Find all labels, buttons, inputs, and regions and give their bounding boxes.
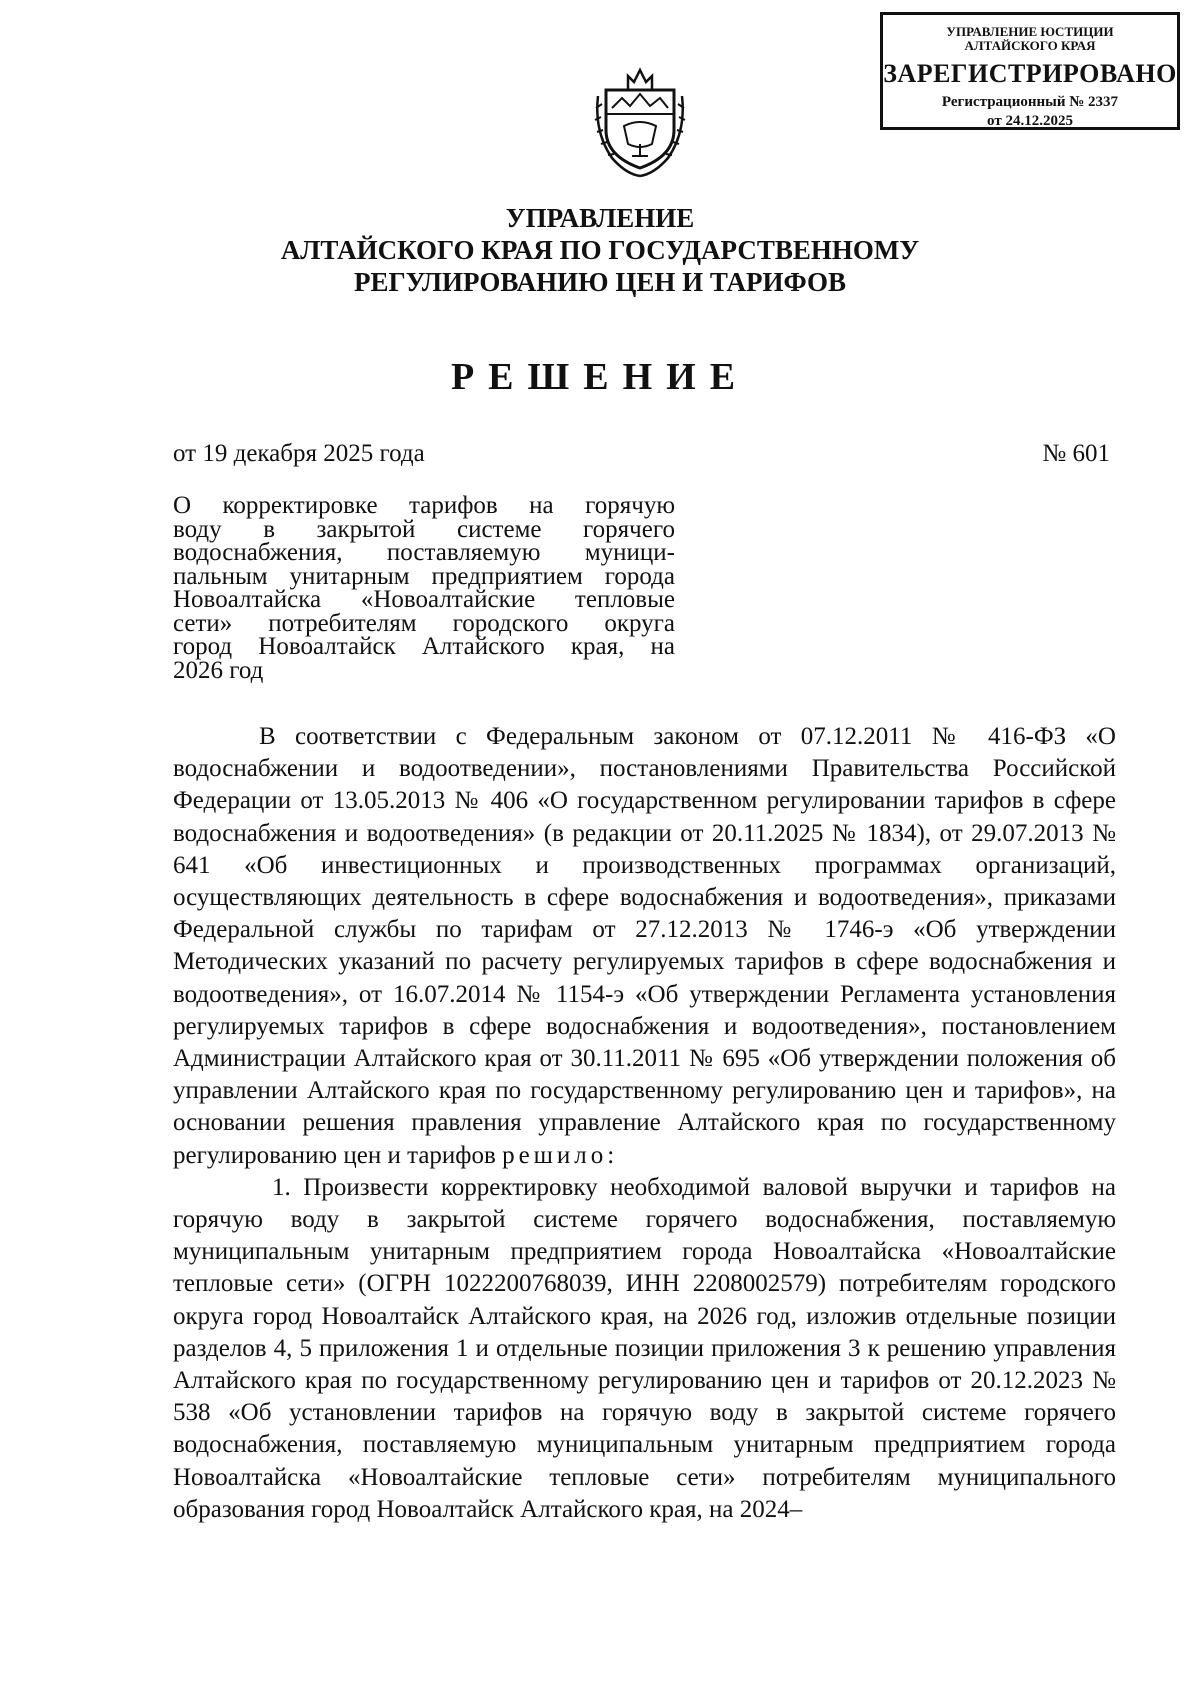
subject-line: город Новоалтайск Алтайского края, на bbox=[173, 633, 675, 660]
stamp-status: ЗАРЕГИСТРИРОВАНО bbox=[883, 59, 1177, 88]
coat-of-arms-icon bbox=[588, 52, 692, 180]
stamp-region: АЛТАЙСКОГО КРАЯ bbox=[964, 38, 1096, 53]
decided-word: решило: bbox=[502, 1141, 619, 1169]
subject-line: О корректировке тарифов на горячую bbox=[173, 492, 675, 519]
document-number: № 601 bbox=[1042, 440, 1110, 467]
document-body bbox=[173, 721, 1116, 1526]
preamble-paragraph bbox=[173, 721, 1116, 1172]
document-date: от 19 декабря 2025 года bbox=[173, 440, 425, 467]
stamp-reg-date: от 24.12.2025 bbox=[987, 113, 1073, 129]
stamp-reg-number: Регистрационный № 2337 bbox=[941, 94, 1119, 110]
subject-line: пальным унитарным предприятием города bbox=[173, 562, 675, 590]
agency-line-1: УПРАВЛЕНИЕ bbox=[505, 203, 695, 233]
document-subject bbox=[173, 494, 675, 682]
subject-line: водоснабжения, поставляемую муници- bbox=[173, 539, 675, 566]
subject-line: 2026 год bbox=[173, 656, 264, 684]
agency-line-3: РЕГУЛИРОВАНИЮ ЦЕН И ТАРИФОВ bbox=[353, 267, 847, 297]
subject-line: воду в закрытой системе горячего bbox=[173, 515, 675, 543]
agency-name bbox=[0, 202, 1200, 298]
agency-line-2: АЛТАЙСКОГО КРАЯ ПО ГОСУДАРСТВЕННОМУ bbox=[280, 235, 920, 265]
document-type-title: РЕШЕНИЕ bbox=[450, 356, 750, 398]
clause-1-paragraph: 1. Произвести корректировку необходимой валовой выручки и тарифов на горячую воду в закрытой системе горячего водоснабжения, поставляемую муниципальным унитарным предприятием города Новоалтайска «Новоалтайские тепловые сети» (ОГРН 1022200768039, ИНН 2208002579) потребителям городского округа город Новоалтайск Алтайского края, на 2026 год, изложив отдельные позиции разделов 4, 5 приложения 1 и отдельные позиции приложения 3 к решению управления Алтайского края по государственному регулированию цен и тарифов от 20.12.2023 № 538 «Об установлении тарифов на горячую воду в закрытой системе горячего водоснабжения, поставляемую муниципальным унитарным предприятием города Новоалтайска «Новоалтайские тепловые сети» потребителям муниципального образования город Новоалтайск Алтайского края, на 2024– bbox=[173, 1173, 1116, 1523]
subject-line: сети» потребителям городского округа bbox=[173, 609, 675, 637]
preamble-text: В соответствии с Федеральным законом от 07.12.2011 № 416-ФЗ «О водоснабжении и водоотведении», постановлениями Правительства Российской Федерации от 13.05.2013 № 406 «О государственном регулировании тарифов в сфере водоснабжения и водоотведения» (в редакции от 20.11.2025 № 1834), от 29.07.2013 № 641 «Об инвестиционных и производственных программах организаций, осуществляющих деятельность в сфере водоснабжения и водоотведения», приказами Федеральной службы по тарифам от 27.12.2013 № 1746-э «Об утверждении Методических указаний по расчету регулируемых тарифов в сфере водоснабжения и водоотведения», от 16.07.2014 № 1154-э «Об утверждении Регламента установления регулируемых тарифов в сфере водоснабжения и водоотведения», постановлением Администрации Алтайского края от 30.11.2011 № 695 «Об утверждении положения об управлении Алтайского края по государственному регулированию цен и тарифов», на основании решения правления управление Алтайского края по государственному регулированию цен и тарифов bbox=[173, 723, 1116, 1169]
subject-line: Новоалтайска «Новоалтайские тепловые bbox=[173, 586, 675, 613]
registration-stamp bbox=[880, 12, 1180, 130]
stamp-authority: УПРАВЛЕНИЕ ЮСТИЦИИ bbox=[946, 24, 1114, 39]
